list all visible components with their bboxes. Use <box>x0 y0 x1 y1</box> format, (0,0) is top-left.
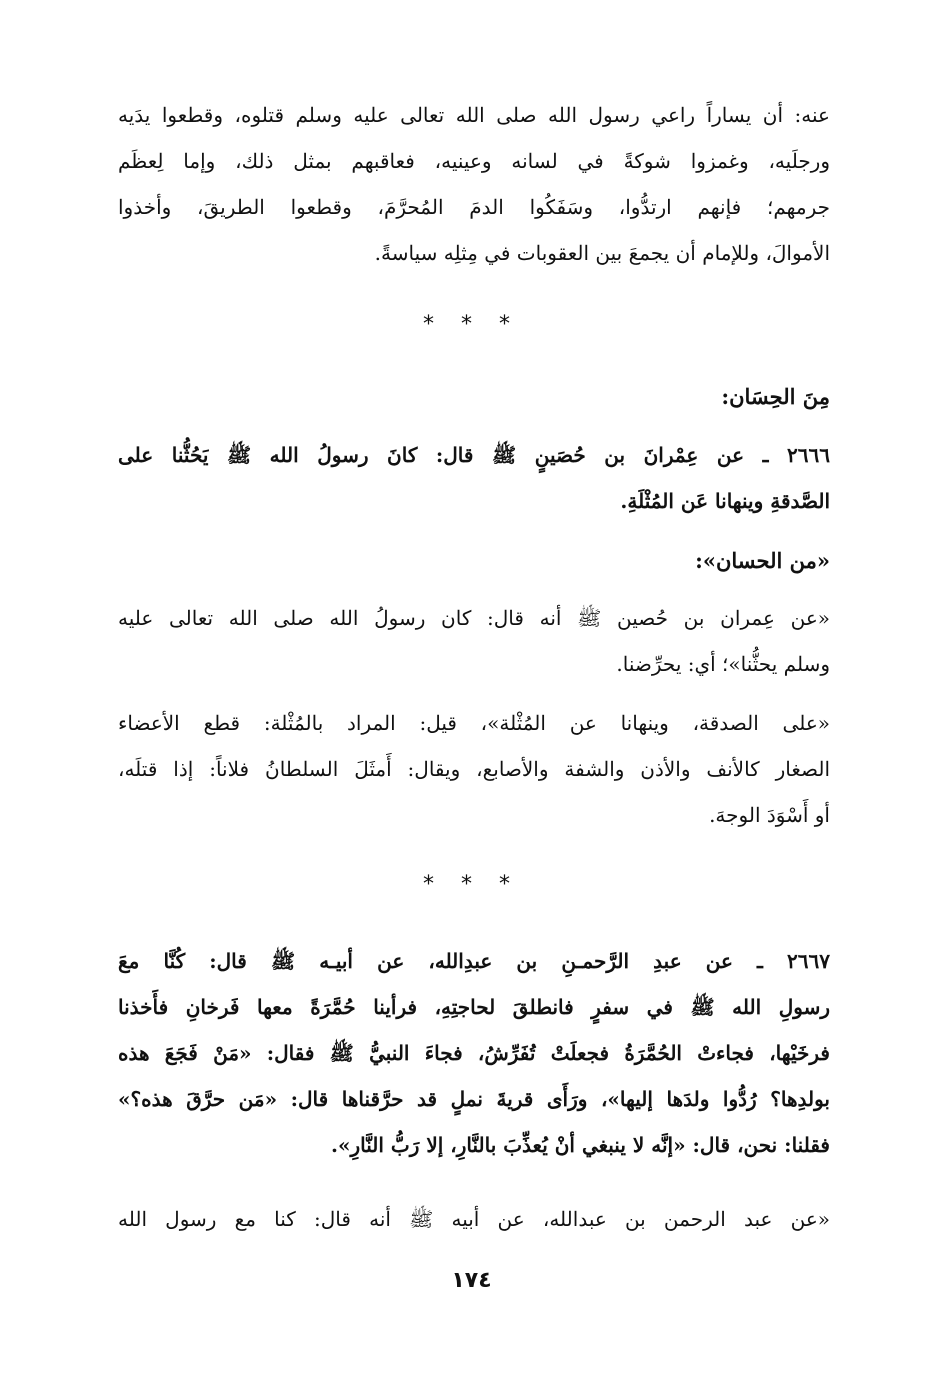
commentary-heading: «من الحسان»: <box>695 548 830 573</box>
text-line: «عن عبد الرحمن بن عبدالله، عن أبيه ﷺ أنه قال: كنا مع رسول الله <box>118 1207 830 1231</box>
text-line: وسلم يحثُّنا»؛ أي: يحرِّضنا. <box>616 652 830 676</box>
text-line: ٢٦٦٧ ـ عن عبدِ الرَّحمـنِ بن عبدِالله، عن أبيـه ﷺ قال: كُنَّا معَ <box>118 949 830 973</box>
text-line: جرمهم؛ فإنهم ارتدُّوا، وسَفَكُوا الدمَ المُحرَّمَ، وقطعوا الطريقَ، وأخذوا <box>118 195 830 219</box>
section-heading: مِنَ الحِسَان: <box>721 384 830 409</box>
text-line: الصغار كالأنف والأذن والشفة والأصابع، ويقال: أَمثَلَ السلطانُ فلاناً: إذا قتلَه، <box>118 757 830 781</box>
text-line: عنه: أن يساراً راعي رسول الله صلى الله تعالى عليه وسلم قتلوه، وقطعوا يدَيه <box>118 103 830 127</box>
commentary-paragraph-3 <box>118 1196 830 1242</box>
hadith-2666 <box>118 432 830 524</box>
text-line: الأموالَ، وللإمام أن يجمعَ بين العقوبات في مِثلِه سياسةً. <box>374 241 830 265</box>
page-number: ١٧٤ <box>451 1268 492 1293</box>
text-line: ٢٦٦٦ ـ عن عِمْرانَ بن حُصَينٍ ﷺ قال: كانَ رسولُ الله ﷺ يَحُثُّنا على <box>118 443 830 467</box>
text-line: رسولِ الله ﷺ في سفرٍ فانطلقَ لحاجتِهِ، فرأينا حُمَّرَةً معها فَرخانِ فأَخذنا <box>118 995 830 1019</box>
commentary-paragraph-1 <box>118 595 830 687</box>
hadith-2667 <box>118 938 830 1168</box>
text-line: فقلنا: نحن، قال: «إنَّه لا ينبغي أنْ يُعذِّبَ بالنَّارِ، إلا رَبُّ النَّارِ». <box>331 1133 830 1157</box>
section-separator: * * * <box>423 872 520 897</box>
paragraph-commentary-intro <box>118 92 830 276</box>
section-separator: * * * <box>423 312 520 337</box>
text-line: فرخَيْها، فجاءتْ الحُمَّرَةُ فجعلَتْ تُفَرِّشُ، فجاءَ النبيُّ ﷺ فقال: «مَنْ فَجَعَ هذه <box>118 1041 830 1065</box>
commentary-paragraph-2 <box>118 700 830 838</box>
text-line: «على الصدقة، وينهانا عن المُثْلة»، قيل: المراد بالمُثْلة: قطع الأعضاء <box>118 711 830 735</box>
text-line: بولدِها؟ رُدُّوا ولدَها إليها»، ورَأَى قريةَ نملٍ قد حرَّقناها قال: «مَن حرَّقَ هذه؟» <box>118 1087 830 1111</box>
text-line: «عن عِمران بن حُصين ﷺ أنه قال: كان رسولُ الله صلى الله تعالى عليه <box>118 606 830 630</box>
text-line: أو أَسْوَدَ الوجهَ. <box>709 803 830 827</box>
text-line: الصَّدقةِ وينهانا عَن المُثْلَةِ. <box>620 489 830 513</box>
text-line: ورجلَيه، وغمزوا شوكةً في لسانه وعينيه، فعاقبهم بمثل ذلك، وإما لِعظَم <box>118 149 830 173</box>
